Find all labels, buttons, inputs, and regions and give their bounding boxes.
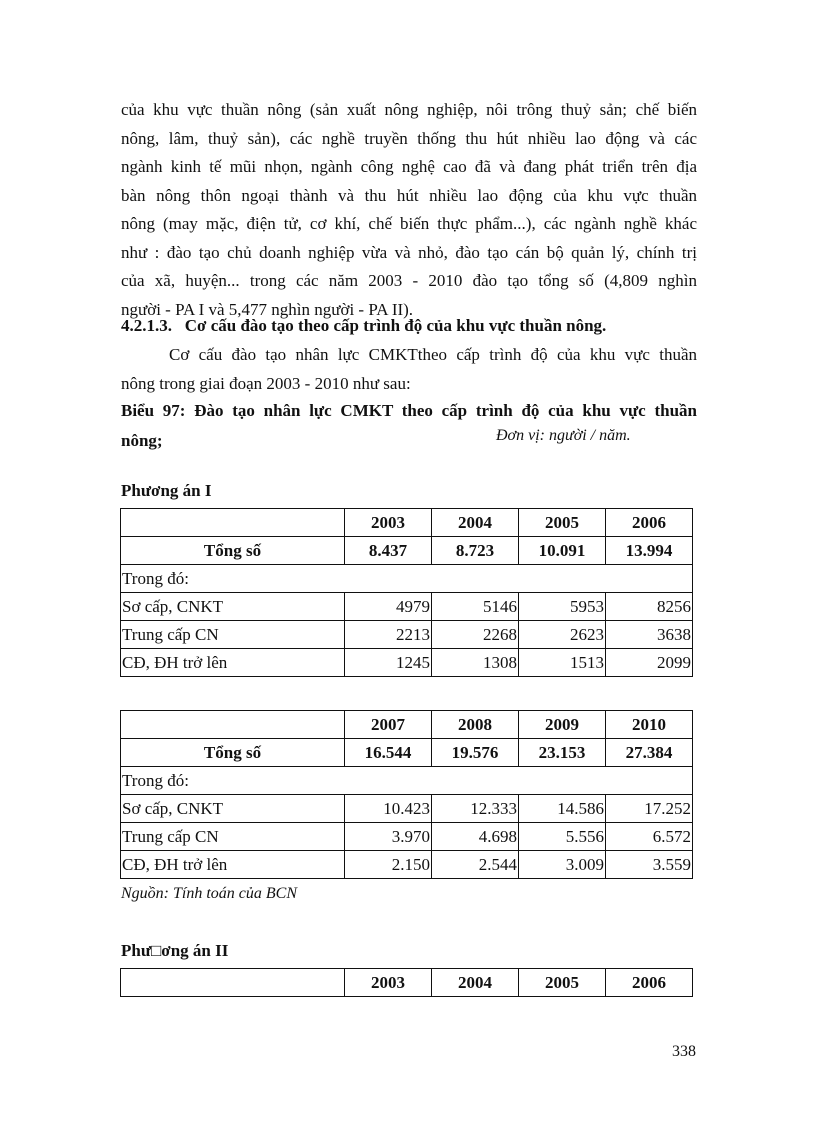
table-total-row: [121, 537, 693, 565]
body-line: của khu vực thuần nông (sản xuất nông nghiệp, nôi trông thuỷ sản; chế biến: [121, 100, 697, 119]
table-cell: 17.252: [606, 795, 693, 823]
year-header: 2007: [345, 711, 432, 739]
row-label: Sơ cấp, CNKT: [121, 593, 345, 621]
row-label: CĐ, ĐH trở lên: [121, 851, 345, 879]
table-cell: 3.970: [345, 823, 432, 851]
table-cell: 2623: [519, 621, 606, 649]
row-label: CĐ, ĐH trở lên: [121, 649, 345, 677]
year-header: 2008: [432, 711, 519, 739]
table-total-row: [121, 739, 693, 767]
table-cell: 2213: [345, 621, 432, 649]
table-cell: 1308: [432, 649, 519, 677]
body-line: người - PA I và 5,477 nghìn người - PA II).: [121, 299, 414, 319]
row-label: Sơ cấp, CNKT: [121, 795, 345, 823]
total-value: 13.994: [606, 537, 693, 565]
total-label: Tổng số: [121, 739, 345, 767]
table-cell: [121, 711, 345, 739]
table-cell: 10.423: [345, 795, 432, 823]
table-cell: [121, 509, 345, 537]
intro-line: nông trong giai đoạn 2003 - 2010 như sau:: [121, 373, 411, 393]
source-note: Nguồn: Tính toán của BCN: [121, 885, 298, 902]
year-header: 2003: [345, 509, 432, 537]
caption-line: Biểu 97: Đào tạo nhân lực CMKT theo cấp trình độ của khu vực thuần: [121, 401, 697, 420]
option-title: Phương án I: [121, 481, 212, 500]
table-cell: 4979: [345, 593, 432, 621]
table-cell: 1513: [519, 649, 606, 677]
year-header: 2004: [432, 969, 519, 997]
total-value: 8.723: [432, 537, 519, 565]
year-header: 2010: [606, 711, 693, 739]
row-label: Trung cấp CN: [121, 823, 345, 851]
total-value: 10.091: [519, 537, 606, 565]
caption-line: nông;: [121, 431, 163, 450]
table-row: [121, 823, 693, 851]
table-cell: 1245: [345, 649, 432, 677]
table-cell: 2268: [432, 621, 519, 649]
intro-paragraph: [121, 341, 697, 398]
body-line: bàn nông thôn ngoại thành và thu hút nhiều lao động của khu vực thuần: [121, 185, 697, 205]
table-cell: 14.586: [519, 795, 606, 823]
total-value: 8.437: [345, 537, 432, 565]
table-caption: [121, 396, 697, 456]
table-cell: 3.009: [519, 851, 606, 879]
section-heading: 4.2.1.3. Cơ cấu đào tạo theo cấp trình độ của khu vực thuần nông.: [121, 316, 607, 335]
table-cell: [121, 969, 345, 997]
table-cell: 4.698: [432, 823, 519, 851]
option-title: Phư□ơng án II: [121, 941, 229, 960]
body-line: nông (may mặc, điện tử, cơ khí, chế biến thực phẩm...), các ngành nghề khác: [121, 214, 697, 233]
total-value: 16.544: [345, 739, 432, 767]
table-row: [121, 795, 693, 823]
table-row: [121, 621, 693, 649]
year-header: 2003: [345, 969, 432, 997]
data-table-2: [120, 710, 693, 879]
body-line: ngành kinh tế mũi nhọn, ngành công nghệ cao đã và đang phát triển trên địa: [121, 157, 697, 176]
year-header: 2006: [606, 969, 693, 997]
table-cell: 12.333: [432, 795, 519, 823]
table-row: [121, 767, 693, 795]
year-header: 2009: [519, 711, 606, 739]
year-header: 2004: [432, 509, 519, 537]
table-cell: 3.559: [606, 851, 693, 879]
table-cell: 8256: [606, 593, 693, 621]
table-row: [121, 593, 693, 621]
table-cell: 2.150: [345, 851, 432, 879]
data-table-1: [120, 508, 693, 677]
total-value: 23.153: [519, 739, 606, 767]
year-header: 2005: [519, 969, 606, 997]
intro-line: Cơ cấu đào tạo nhân lực CMKTtheo cấp trình độ của khu vực thuần: [169, 345, 697, 364]
page-number: 338: [672, 1043, 696, 1060]
unit-note: Đơn vị: người / năm.: [496, 427, 631, 444]
table-cell: 5146: [432, 593, 519, 621]
of-which-label: Trong đó:: [121, 565, 693, 593]
body-line: như : đào tạo chủ doanh nghiệp vừa và nhỏ, đào tạo cán bộ quản lý, chính trị: [121, 242, 697, 262]
data-table-3: [120, 968, 693, 997]
row-label: Trung cấp CN: [121, 621, 345, 649]
table-header-row: [121, 509, 693, 537]
table-cell: 2.544: [432, 851, 519, 879]
total-label: Tổng số: [121, 537, 345, 565]
total-value: 19.576: [432, 739, 519, 767]
body-line: của xã, huyện... trong các năm 2003 - 2010 đào tạo tổng số (4,809 nghìn: [121, 271, 697, 290]
table-cell: 6.572: [606, 823, 693, 851]
year-header: 2006: [606, 509, 693, 537]
table-cell: 2099: [606, 649, 693, 677]
table-header-row: [121, 711, 693, 739]
table-row: [121, 649, 693, 677]
of-which-label: Trong đó:: [121, 767, 693, 795]
table-row: [121, 851, 693, 879]
total-value: 27.384: [606, 739, 693, 767]
table-row: [121, 565, 693, 593]
year-header: 2005: [519, 509, 606, 537]
table-cell: 3638: [606, 621, 693, 649]
body-paragraph: [121, 96, 697, 324]
table-cell: 5953: [519, 593, 606, 621]
table-cell: 5.556: [519, 823, 606, 851]
table-header-row: [121, 969, 693, 997]
body-line: nông, lâm, thuỷ sản), các nghề truyền thống thu hút nhiều lao động và các: [121, 128, 697, 148]
